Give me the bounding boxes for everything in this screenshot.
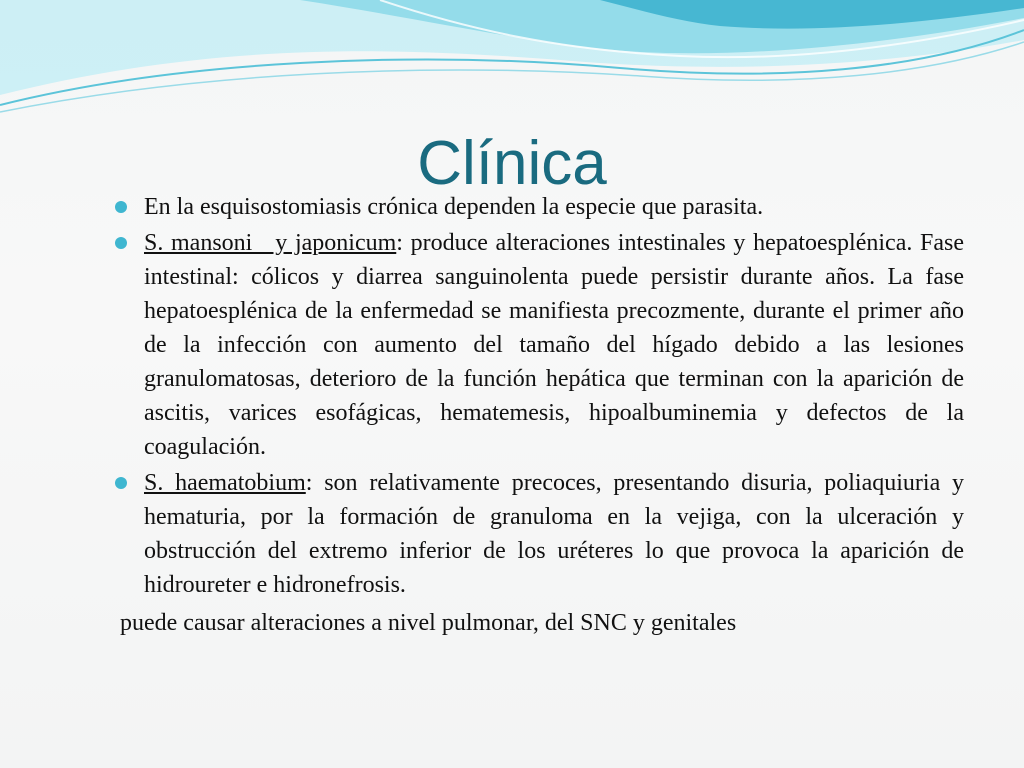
slide-content [112,190,964,640]
bullet-item [112,466,964,602]
bullet-body: En la esquisostomiasis crónica dependen la especie que parasita. [144,194,764,220]
bullet-dot-icon [115,201,127,213]
bullet-item [112,226,964,464]
bullet-dot-icon [115,237,127,249]
bullet-text [144,190,964,224]
slide-title: Clínica [417,129,607,198]
bullet-list [112,190,964,602]
species-label: S. mansoni y japonicum [144,230,397,256]
bullet-body: : son relativamente precoces, presentando disuria, poliaquiuria y hematuria, por la formación de granuloma en la vejiga, con la ulceración y obstrucción del extremo inferior de los uréteres lo que provoca la aparición de hidroureter e hidronefrosis. [144,470,964,598]
bullet-text [144,466,964,602]
bullet-text [144,226,964,464]
bullet-body: : produce alteraciones intestinales y hepatoesplénica. Fase intestinal: cólicos y diarrea sanguinolenta puede persistir durante años. La fase hepatoesplénica de la enfermedad se manifiesta precozmente, durante el primer año de la infección con aumento del tamaño del hígado debido a las lesiones granulomatosas, deterioro de la función hepática que terminan con la aparición de ascitis, varices esofágicas, hematemesis, hipoalbuminemia y defectos de la coagulación. [144,230,964,460]
footer-text: puede causar alteraciones a nivel pulmonar, del SNC y genitales [120,610,737,636]
bullet-dot-icon [115,477,127,489]
species-label: S. haematobium [144,470,306,496]
decorative-waves [0,0,1024,130]
bullet-item [112,190,964,224]
